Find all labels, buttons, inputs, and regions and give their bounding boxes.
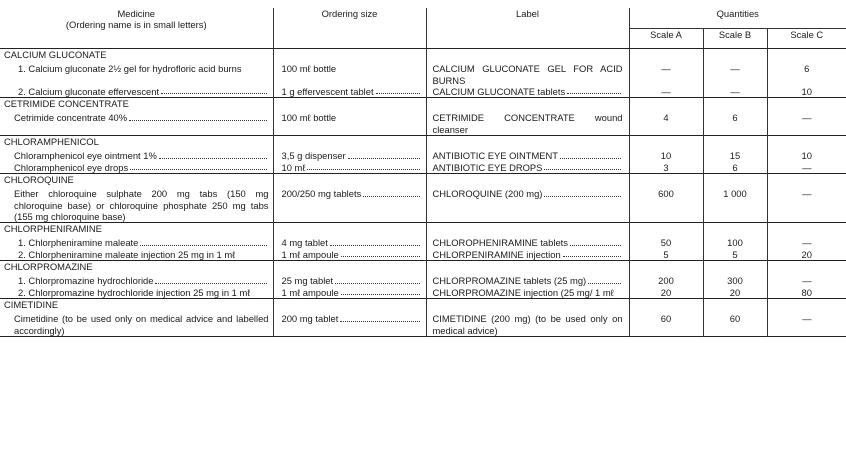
scale-a-value: 20	[660, 286, 672, 298]
medicine-name: 1. Chlorpromazine hydrochloride	[18, 275, 154, 287]
section-title: CIMETIDINE	[4, 298, 59, 310]
scale-b-value: 6	[732, 161, 738, 173]
scale-b-cell	[703, 188, 767, 222]
empty-cell	[629, 261, 703, 276]
medicine-name: 1. Calcium gluconate 2½ gel for hydrofloric acid burns	[18, 63, 242, 75]
header-scale-c: Scale C	[767, 29, 846, 49]
section-name	[0, 49, 273, 64]
dotted-leader	[341, 294, 420, 295]
scale-b-value: 20	[729, 286, 741, 298]
dotted-leader	[544, 196, 620, 197]
scale-c-cell	[767, 112, 846, 135]
medicine-name: 2. Chlorpheniramine maleate injection 25 mg in 1 mℓ	[18, 248, 236, 260]
scale-c-cell	[767, 63, 846, 86]
table-row	[0, 112, 846, 135]
label-cell	[426, 86, 629, 98]
medicine-name: Cimetidine (to be used only on medical advice and labelled accordingly)	[14, 313, 269, 336]
medicine-cell	[0, 112, 273, 135]
scale-c-value: —	[802, 313, 812, 325]
header-scale-b: Scale B	[703, 29, 767, 49]
scale-c-value: 10	[801, 150, 812, 162]
scale-c-cell	[767, 249, 846, 261]
scale-c-cell	[767, 150, 846, 161]
section-name	[0, 136, 273, 151]
scale-a-cell	[629, 150, 703, 161]
ordering-size-value: 200/250 mg tablets	[281, 188, 362, 200]
empty-cell	[767, 298, 846, 313]
medicine-cell	[0, 313, 273, 336]
empty-cell	[629, 223, 703, 238]
label-text: CHLOROQUINE (200 mg)	[432, 188, 543, 200]
empty-cell	[426, 98, 629, 113]
scale-a-cell	[629, 162, 703, 174]
empty-cell	[703, 98, 767, 113]
ordering-size-value: 200 mg tablet	[281, 313, 339, 325]
label-text: CHLORPROMAZINE tablets (25 mg)	[432, 275, 587, 287]
scale-c-value: —	[802, 188, 812, 200]
medicine-table	[0, 8, 846, 337]
label-cell	[426, 150, 629, 161]
dotted-leader	[567, 93, 620, 94]
dotted-leader	[140, 245, 266, 246]
scale-c-cell	[767, 86, 846, 98]
label-cell	[426, 112, 629, 135]
medicine-cell	[0, 86, 273, 98]
scale-c-value: —	[802, 275, 812, 287]
scale-c-cell	[767, 162, 846, 174]
table-row	[0, 249, 846, 261]
label-cell	[426, 287, 629, 299]
section-name	[0, 261, 273, 276]
dotted-leader	[340, 321, 419, 322]
medicine-name: Chloramphenicol eye drops	[14, 161, 129, 173]
section-name	[0, 298, 273, 313]
ordering-size-cell	[273, 150, 426, 161]
table-row	[0, 237, 846, 248]
scale-b-value: 6	[732, 112, 738, 124]
scale-b-cell	[703, 63, 767, 86]
scale-a-cell	[629, 249, 703, 261]
empty-cell	[703, 261, 767, 276]
medicine-cell	[0, 275, 273, 286]
empty-cell	[767, 173, 846, 188]
ordering-size-cell	[273, 162, 426, 174]
table-row	[0, 188, 846, 222]
scale-a-value: 10	[660, 150, 672, 162]
section-header-row	[0, 261, 846, 276]
scale-a-cell	[629, 237, 703, 248]
ordering-size-value: 10 mℓ	[281, 161, 306, 173]
label-cell	[426, 313, 629, 336]
dotted-leader	[335, 283, 419, 284]
dotted-leader	[129, 120, 266, 121]
table-body	[0, 49, 846, 337]
table-row	[0, 86, 846, 98]
scale-a-cell	[629, 287, 703, 299]
scale-a-value: —	[661, 85, 671, 97]
scale-b-cell	[703, 112, 767, 135]
empty-cell	[703, 173, 767, 188]
empty-cell	[767, 261, 846, 276]
ordering-size-value: 3,5 g dispenser	[281, 150, 346, 162]
scale-b-cell	[703, 249, 767, 261]
scale-b-cell	[703, 162, 767, 174]
scale-b-cell	[703, 86, 767, 98]
scale-c-value: 6	[804, 63, 810, 75]
section-title: CHLOROQUINE	[4, 173, 74, 185]
table-row	[0, 275, 846, 286]
dotted-leader	[330, 245, 420, 246]
scale-a-value: 50	[660, 237, 672, 249]
empty-cell	[273, 173, 426, 188]
scale-c-value: —	[802, 112, 812, 124]
ordering-size-value: 25 mg tablet	[281, 275, 334, 287]
ordering-size-value: 4 mg tablet	[281, 237, 328, 249]
dotted-leader	[130, 169, 266, 170]
medicine-name: 2. Calcium gluconate effervescent	[18, 85, 160, 97]
medicine-cell	[0, 287, 273, 299]
ordering-size-cell	[273, 63, 426, 86]
scale-c-value: 20	[801, 248, 812, 260]
ordering-size-cell	[273, 188, 426, 222]
dotted-leader	[155, 283, 266, 284]
medicine-cell	[0, 63, 273, 86]
scale-a-cell	[629, 112, 703, 135]
section-title: CHLORPHENIRAMINE	[4, 223, 102, 235]
scale-a-value: 600	[658, 188, 674, 200]
scale-c-cell	[767, 188, 846, 222]
empty-cell	[426, 298, 629, 313]
empty-cell	[767, 223, 846, 238]
empty-cell	[629, 49, 703, 64]
empty-cell	[629, 98, 703, 113]
ordering-size-cell	[273, 313, 426, 336]
section-name	[0, 173, 273, 188]
scale-b-value: 300	[727, 275, 743, 287]
table-row	[0, 287, 846, 299]
dotted-leader	[570, 245, 621, 246]
dotted-leader	[363, 196, 419, 197]
section-title: CHLORAMPHENICOL	[4, 136, 99, 148]
header-medicine-note: (Ordering name is in small letters)	[65, 19, 207, 30]
table-row	[0, 63, 846, 86]
dotted-leader	[376, 93, 420, 94]
table-row	[0, 162, 846, 174]
table-header	[0, 8, 846, 49]
header-scale-a: Scale A	[629, 29, 703, 49]
ordering-size-cell	[273, 237, 426, 248]
section-header-row	[0, 298, 846, 313]
scale-a-value: 60	[660, 313, 672, 325]
medicine-cell	[0, 188, 273, 222]
scale-a-value: 5	[663, 248, 669, 260]
dotted-leader	[544, 169, 620, 170]
scale-c-value: 80	[801, 286, 812, 298]
scale-c-cell	[767, 275, 846, 286]
label-text: CALCIUM GLUCONATE GEL FOR ACID BURNS	[432, 63, 623, 86]
medicine-name: 2. Chlorpromazine hydrochloride injection 25 mg in 1 mℓ	[18, 286, 251, 298]
empty-cell	[426, 49, 629, 64]
empty-cell	[273, 98, 426, 113]
medicine-cell	[0, 249, 273, 261]
ordering-size-value: 100 mℓ bottle	[281, 112, 337, 124]
scale-c-cell	[767, 313, 846, 336]
dotted-leader	[588, 283, 620, 284]
medicine-cell	[0, 162, 273, 174]
scale-b-value: 100	[727, 237, 743, 249]
header-ordering-size: Ordering size	[273, 8, 426, 49]
section-header-row	[0, 223, 846, 238]
label-text: CETRIMIDE CONCENTRATE wound cleanser	[432, 112, 623, 135]
scale-a-cell	[629, 86, 703, 98]
medicine-cell	[0, 150, 273, 161]
scale-b-cell	[703, 237, 767, 248]
section-title: CHLORPROMAZINE	[4, 261, 93, 273]
bottom-rule-cell	[0, 336, 846, 337]
header-medicine-title: Medicine	[117, 8, 156, 19]
label-cell	[426, 63, 629, 86]
scale-a-value: —	[661, 63, 671, 75]
ordering-size-value: 1 mℓ ampoule	[281, 248, 339, 260]
ordering-size-cell	[273, 112, 426, 135]
empty-cell	[703, 49, 767, 64]
label-text: ANTIBIOTIC EYE DROPS	[432, 161, 543, 173]
ordering-size-value: 1 g effervescent tablet	[281, 85, 374, 97]
scale-b-cell	[703, 313, 767, 336]
ordering-size-value: 100 mℓ bottle	[281, 63, 337, 75]
scale-a-value: 4	[663, 112, 669, 124]
label-cell	[426, 188, 629, 222]
empty-cell	[703, 136, 767, 151]
empty-cell	[426, 136, 629, 151]
scale-c-value: —	[802, 237, 812, 249]
scale-a-cell	[629, 313, 703, 336]
empty-cell	[426, 173, 629, 188]
label-text: ANTIBIOTIC EYE OINTMENT	[432, 150, 559, 162]
dotted-leader	[348, 158, 420, 159]
dotted-leader	[159, 158, 267, 159]
scale-c-cell	[767, 237, 846, 248]
ordering-size-cell	[273, 86, 426, 98]
label-cell	[426, 162, 629, 174]
label-text: CHLORPENIRAMINE injection	[432, 248, 561, 260]
empty-cell	[629, 136, 703, 151]
medicine-name: 1. Chlorpheniramine maleate	[18, 237, 139, 249]
ordering-size-cell	[273, 275, 426, 286]
scale-c-cell	[767, 287, 846, 299]
dotted-leader	[307, 169, 419, 170]
label-cell	[426, 237, 629, 248]
medicine-cell	[0, 237, 273, 248]
scale-c-value: 10	[801, 85, 812, 97]
section-header-row	[0, 98, 846, 113]
ordering-size-cell	[273, 249, 426, 261]
empty-cell	[629, 298, 703, 313]
section-title: CETRIMIDE CONCENTRATE	[4, 98, 129, 110]
scale-c-value: —	[802, 161, 812, 173]
scale-a-cell	[629, 188, 703, 222]
section-header-row	[0, 49, 846, 64]
empty-cell	[703, 223, 767, 238]
header-medicine	[0, 8, 273, 49]
section-header-row	[0, 136, 846, 151]
empty-cell	[273, 298, 426, 313]
scale-a-value: 3	[663, 161, 669, 173]
label-text: CALCIUM GLUCONATE tablets	[432, 85, 566, 97]
scale-b-cell	[703, 150, 767, 161]
table-row	[0, 150, 846, 161]
section-name	[0, 98, 273, 113]
header-quantities: Quantities	[629, 8, 846, 29]
table-row	[0, 313, 846, 336]
section-title: CALCIUM GLUCONATE	[4, 49, 107, 60]
empty-cell	[767, 136, 846, 151]
label-text: CHLOROPHENIRAMINE tablets	[432, 237, 568, 249]
empty-cell	[273, 261, 426, 276]
empty-cell	[426, 223, 629, 238]
ordering-size-value: 1 mℓ ampoule	[281, 286, 339, 298]
scale-a-cell	[629, 63, 703, 86]
label-cell	[426, 249, 629, 261]
empty-cell	[273, 136, 426, 151]
section-name	[0, 223, 273, 238]
empty-cell	[273, 223, 426, 238]
table-bottom-rule	[0, 336, 846, 337]
ordering-size-cell	[273, 287, 426, 299]
empty-cell	[273, 49, 426, 64]
label-cell	[426, 275, 629, 286]
label-text: CHLORPROMAZINE injection (25 mg/ 1 mℓ	[432, 286, 614, 298]
scale-b-value: 15	[729, 150, 741, 162]
scale-b-value: 5	[732, 248, 738, 260]
dotted-leader	[563, 256, 621, 257]
dotted-leader	[560, 158, 620, 159]
empty-cell	[703, 298, 767, 313]
scale-b-value: 1 000	[723, 188, 747, 200]
scale-b-value: —	[730, 63, 740, 75]
medicine-name: Either chloroquine sulphate 200 mg tabs (150 mg chloroquine base) or chloroquine phosphate 250 mg tabs (155 mg chloroquine base)	[14, 188, 269, 222]
medicine-name: Cetrimide concentrate 40%	[14, 112, 128, 124]
empty-cell	[767, 98, 846, 113]
section-header-row	[0, 173, 846, 188]
scale-a-value: 200	[658, 275, 674, 287]
scale-b-cell	[703, 275, 767, 286]
empty-cell	[426, 261, 629, 276]
medicine-name: Chloramphenicol eye ointment 1%	[14, 150, 157, 162]
scale-a-cell	[629, 275, 703, 286]
label-text: CIMETIDINE (200 mg) (to be used only on medical advice)	[432, 313, 623, 336]
scale-b-cell	[703, 287, 767, 299]
header-label: Label	[426, 8, 629, 49]
dotted-leader	[341, 256, 420, 257]
dotted-leader	[161, 93, 266, 94]
empty-cell	[629, 173, 703, 188]
scale-b-value: —	[730, 85, 740, 97]
empty-cell	[767, 49, 846, 64]
scale-b-value: 60	[729, 313, 741, 325]
